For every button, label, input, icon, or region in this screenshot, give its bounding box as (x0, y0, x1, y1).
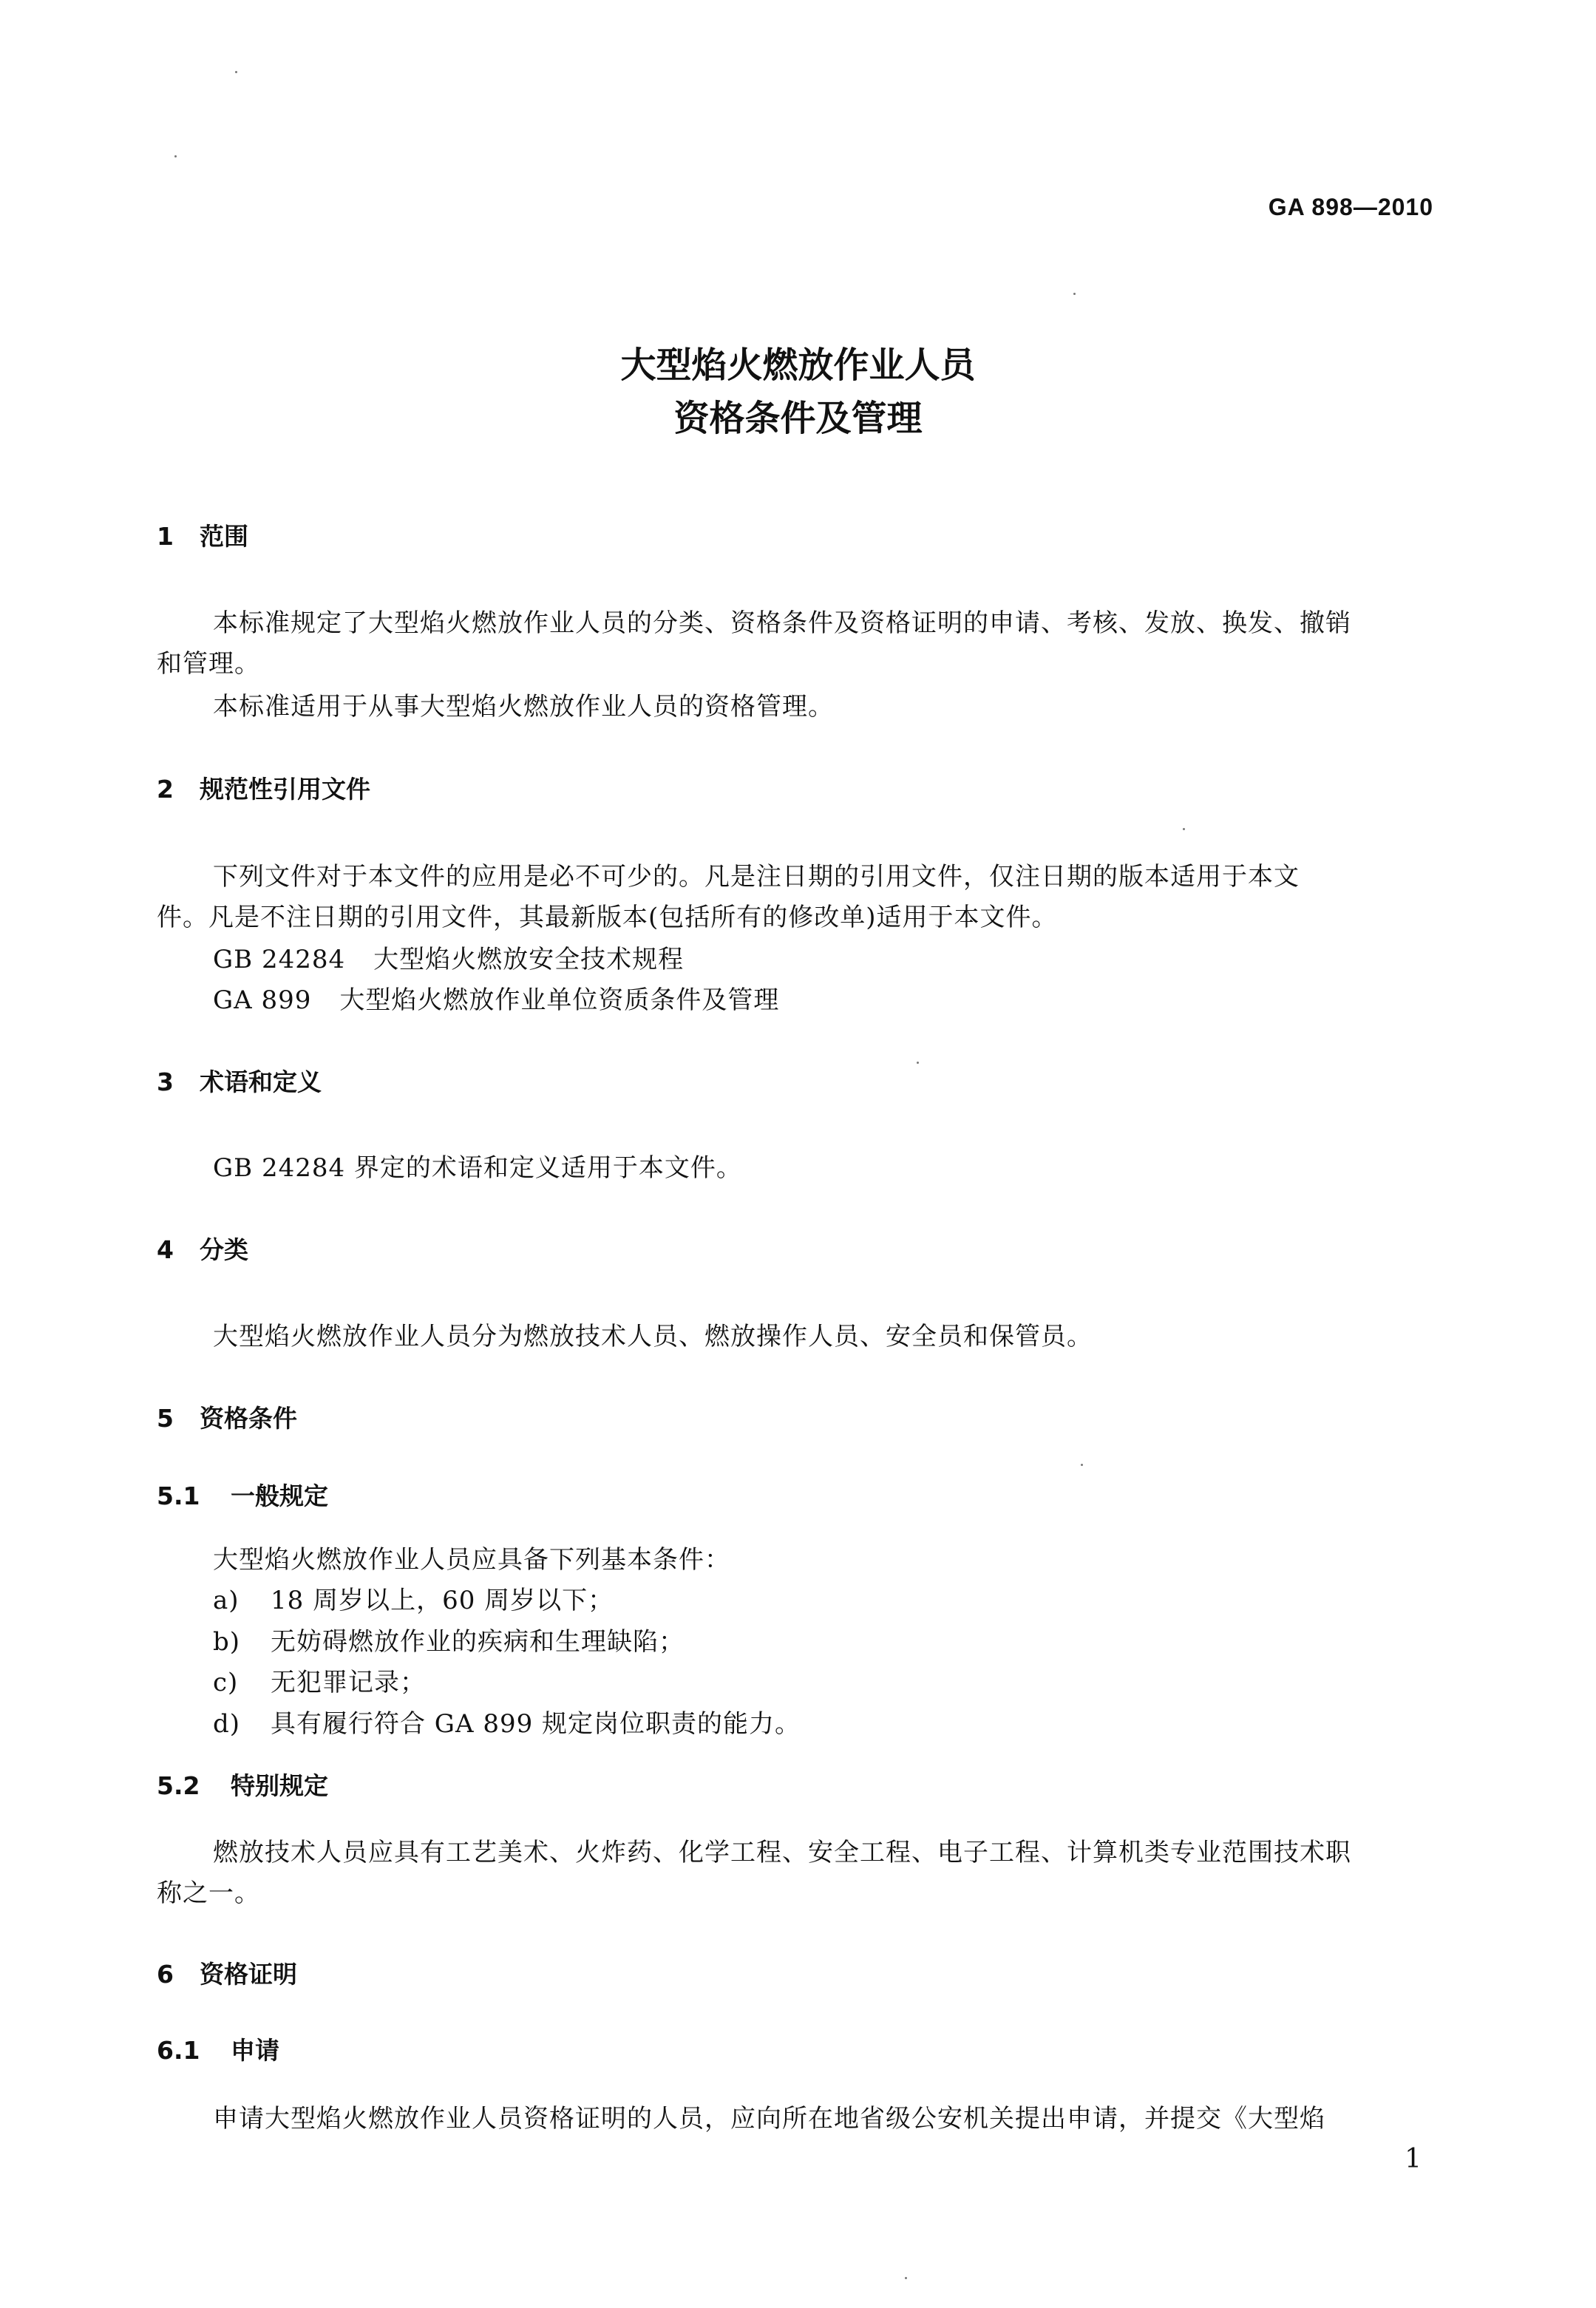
section-number: 6 (157, 1960, 174, 1989)
subsection-number: 5.2 (157, 1771, 200, 1800)
list-item (213, 1703, 801, 1740)
subsection-number: 5.1 (157, 1481, 200, 1510)
scan-speck (235, 71, 237, 73)
subsection-title: 一般规定 (231, 1481, 328, 1510)
section-number: 1 (157, 522, 174, 551)
subsection-5-2-para1-line1: 燃放技术人员应具有工艺美术、火炸药、化学工程、安全工程、电子工程、计算机类专业范围技术职 (213, 1838, 1351, 1867)
list-marker: c) (213, 1668, 239, 1697)
section-4-heading (157, 1231, 248, 1266)
section-2-para1-line2: 件。凡是不注日期的引用文件，其最新版本(包括所有的修改单)适用于本文件。 (157, 903, 1058, 932)
section-title: 规范性引用文件 (200, 775, 370, 804)
section-number: 3 (157, 1068, 174, 1096)
section-1-para1-line1: 本标准规定了大型焰火燃放作业人员的分类、资格条件及资格证明的申请、考核、发放、换发、撤销 (213, 608, 1351, 638)
section-6-heading (157, 1955, 297, 1990)
list-marker: b) (213, 1627, 241, 1657)
reference-code: GB 24284 (213, 945, 346, 974)
subsection-title: 申请 (231, 2036, 279, 2065)
section-1-heading (157, 517, 248, 552)
section-title: 资格证明 (200, 1960, 297, 1989)
list-item-text: 具有履行符合 GA 899 规定岗位职责的能力。 (271, 1709, 801, 1739)
list-item-text: 无犯罪记录； (271, 1668, 426, 1697)
section-title: 范围 (200, 522, 248, 551)
subsection-6-1-heading (157, 2032, 279, 2066)
scan-speck (1081, 1464, 1083, 1466)
section-title: 术语和定义 (200, 1068, 322, 1096)
standard-code: GA 898—2010 (1268, 194, 1433, 220)
scan-speck (174, 155, 177, 157)
section-1-para1-line2: 和管理。 (157, 649, 260, 679)
section-number: 2 (157, 775, 174, 804)
subsection-title: 特别规定 (231, 1771, 328, 1800)
list-item (213, 1580, 614, 1616)
section-title: 资格条件 (200, 1404, 297, 1433)
reference-code: GA 899 (213, 985, 312, 1015)
list-marker: d) (213, 1709, 241, 1739)
scan-speck (1183, 828, 1185, 830)
subsection-5-1-heading (157, 1477, 328, 1512)
scan-speck (1073, 293, 1076, 295)
subsection-5-2-para1-line2: 称之一。 (157, 1878, 260, 1908)
list-item-text: 无妨碍燃放作业的疾病和生理缺陷； (271, 1627, 685, 1657)
section-2-heading (157, 770, 370, 805)
reference-title: 大型焰火燃放作业单位资质条件及管理 (339, 985, 780, 1015)
section-number: 5 (157, 1404, 174, 1433)
section-4-para1: 大型焰火燃放作业人员分为燃放技术人员、燃放操作人员、安全员和保管员。 (213, 1322, 1093, 1351)
list-item-text: 18 周岁以上，60 周岁以下； (271, 1586, 614, 1615)
scan-speck (905, 2277, 907, 2279)
document-title-line1: 大型焰火燃放作业人员 (620, 344, 976, 386)
section-1-para2: 本标准适用于从事大型焰火燃放作业人员的资格管理。 (213, 692, 834, 722)
section-5-heading (157, 1399, 297, 1434)
list-marker: a) (213, 1586, 240, 1615)
scan-speck (917, 1062, 919, 1064)
section-3-heading (157, 1063, 322, 1098)
list-item (213, 1662, 426, 1698)
section-title: 分类 (200, 1235, 248, 1264)
page-number: 1 (1405, 2144, 1422, 2174)
subsection-6-1-para1-line1: 申请大型焰火燃放作业人员资格证明的人员，应向所在地省级公安机关提出申请，并提交《大型焰 (213, 2104, 1325, 2134)
subsection-number: 6.1 (157, 2036, 200, 2065)
list-item (213, 1621, 685, 1657)
subsection-5-2-heading (157, 1767, 328, 1802)
section-number: 4 (157, 1235, 174, 1264)
reference-item (213, 980, 779, 1016)
document-title-line2: 资格条件及管理 (673, 398, 923, 439)
reference-item (213, 939, 684, 975)
section-3-para1: GB 24284 界定的术语和定义适用于本文件。 (213, 1153, 742, 1183)
section-2-para1-line1: 下列文件对于本文件的应用是必不可少的。凡是注日期的引用文件，仅注日期的版本适用于本文 (213, 862, 1300, 892)
reference-title: 大型焰火燃放安全技术规程 (373, 945, 685, 974)
subsection-5-1-intro: 大型焰火燃放作业人员应具备下列基本条件： (213, 1545, 730, 1575)
